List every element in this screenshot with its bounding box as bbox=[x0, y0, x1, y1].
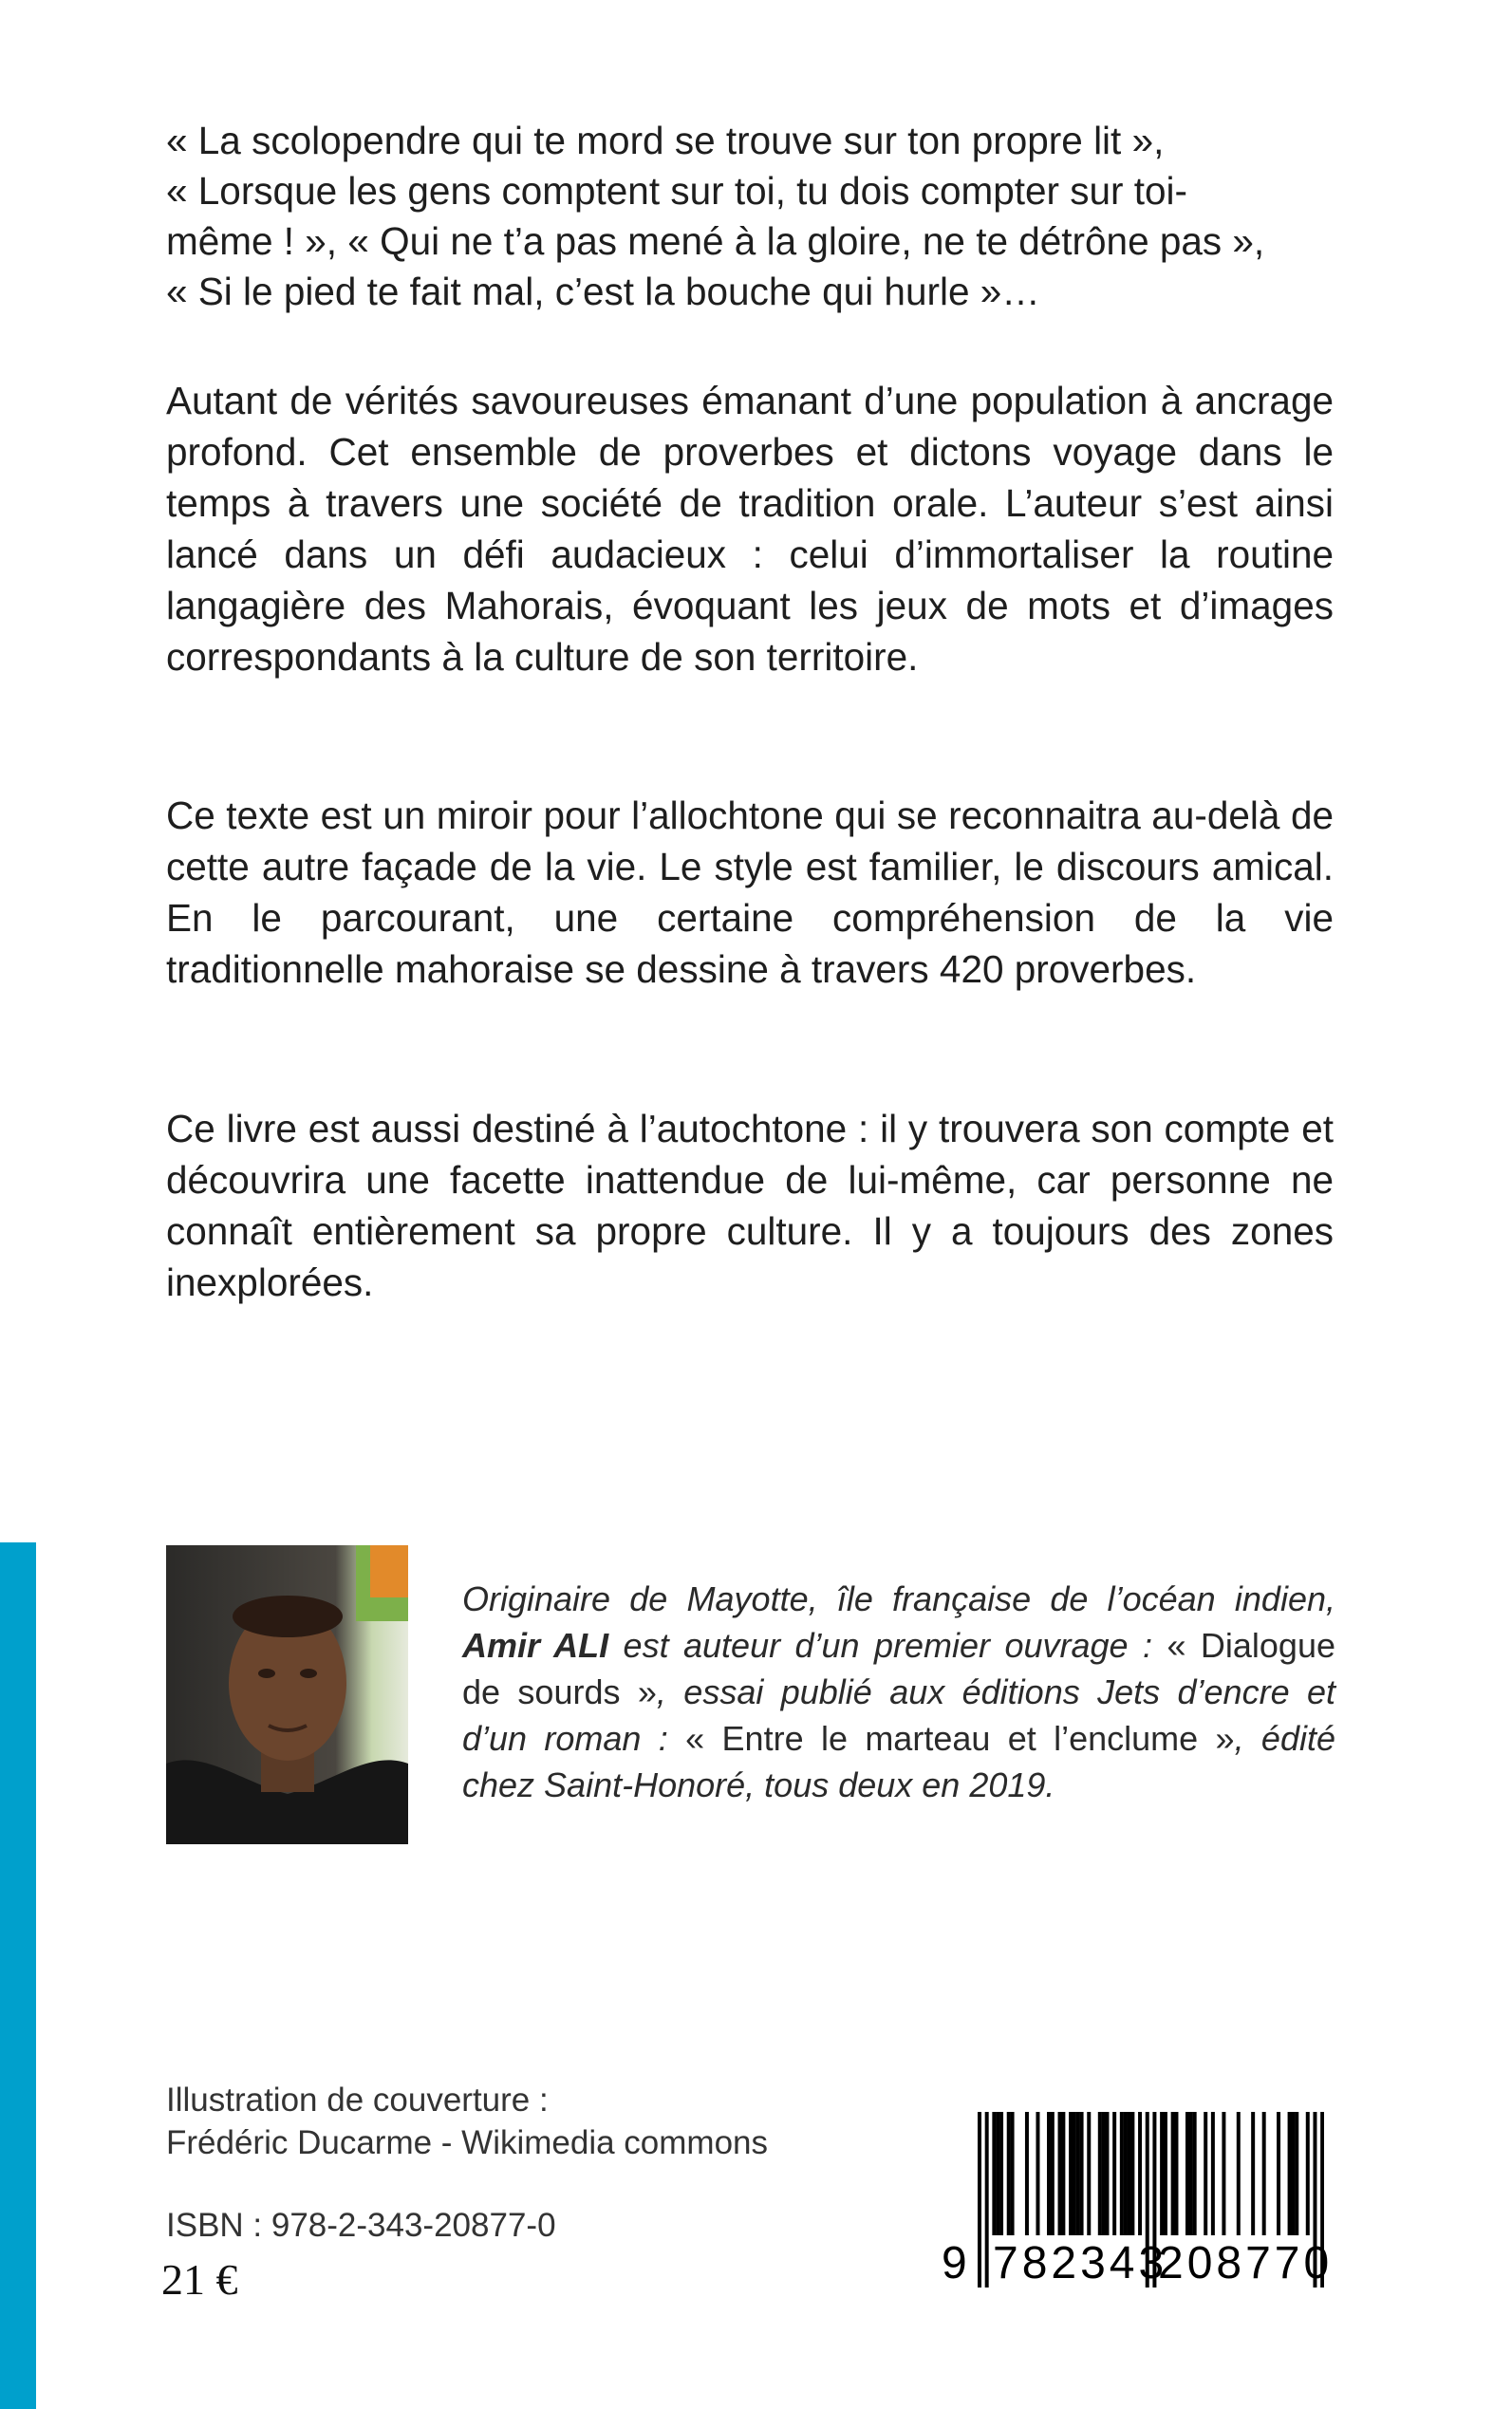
side-accent-strip bbox=[0, 1542, 36, 2409]
barcode-bar bbox=[1295, 2112, 1298, 2235]
barcode-bar bbox=[1171, 2112, 1175, 2235]
bio-text-part1: est auteur d’un premier ouvrage : bbox=[608, 1626, 1167, 1665]
barcode-right-group: 208770 bbox=[1158, 2238, 1334, 2288]
barcode-bar bbox=[1061, 2112, 1065, 2235]
isbn-number: ISBN : 978-2-343-20877-0 bbox=[166, 2207, 556, 2244]
barcode-bar bbox=[1277, 2112, 1280, 2235]
credits-label: Illustration de couverture : bbox=[166, 2082, 549, 2119]
bio-text-part3: , édité chez Saint-Honoré, tous deux en 2019. bbox=[462, 1719, 1335, 1804]
barcode-bar bbox=[1130, 2112, 1134, 2235]
barcode-first-digit: 9 bbox=[942, 2238, 967, 2288]
author-photo bbox=[166, 1545, 408, 1844]
author-biography bbox=[462, 1576, 1335, 1808]
barcode-bar bbox=[1007, 2112, 1011, 2235]
paragraph-text: Ce livre est aussi destiné à l’autochtone : il y trouvera son compte et découvrira une facette inattendue de lui-même, car personne ne connaît entièrement sa propre culture. Il y a toujours des zones inexplorées. bbox=[166, 1107, 1334, 1304]
barcode-bar bbox=[1251, 2112, 1255, 2235]
barcode-bar bbox=[1102, 2112, 1106, 2235]
barcode-bar bbox=[1098, 2112, 1102, 2235]
barcode-bar bbox=[1138, 2112, 1142, 2235]
barcode-bar bbox=[1080, 2112, 1084, 2235]
credits-source: Frédéric Ducarme - Wikimedia commons bbox=[166, 2124, 769, 2161]
barcode-bar bbox=[1189, 2112, 1193, 2235]
barcode-bar bbox=[1051, 2112, 1055, 2235]
barcode-left-group: 782343 bbox=[993, 2238, 1168, 2288]
barcode-bar bbox=[1076, 2112, 1080, 2235]
barcode-bar bbox=[1025, 2112, 1029, 2235]
description-paragraph-3 bbox=[166, 1103, 1334, 1308]
barcode-bar bbox=[1193, 2112, 1197, 2235]
bio-title-1: « Dialogue de sourds » bbox=[462, 1626, 1335, 1711]
description-paragraph-1 bbox=[166, 375, 1334, 682]
paragraph-text: Autant de vérités savoureuses émanant d’une population à ancrage profond. Cet ensemble de proverbes et dictons voyage dans le temps à travers une société de tradition orale. L’auteur s’est ainsi lancé dans un défi audacieux : celui d’immortaliser la routine langagière des Mahorais, évoquant les jeux de mots et d’images correspondants à la culture de son territoire. bbox=[166, 379, 1334, 679]
barcode-bar bbox=[992, 2112, 996, 2235]
bio-intro: Originaire de Mayotte, île française de l’océan indien, bbox=[462, 1579, 1335, 1618]
barcode-bar bbox=[1069, 2112, 1073, 2235]
barcode-bar bbox=[1105, 2112, 1109, 2235]
barcode-bar bbox=[1036, 2112, 1039, 2235]
barcode-bar bbox=[1073, 2112, 1076, 2235]
barcode-bar bbox=[1204, 2112, 1207, 2235]
proverbs-quote-block bbox=[166, 116, 1334, 317]
barcode-bar bbox=[1164, 2112, 1167, 2235]
cover-illustration-credits bbox=[166, 2079, 768, 2164]
barcode-bar bbox=[1288, 2112, 1292, 2235]
description-paragraph-2 bbox=[166, 790, 1334, 995]
barcode-bar bbox=[1185, 2112, 1189, 2235]
quote-line: même ! », « Qui ne t’a pas mené à la gloire, ne te détrône pas », bbox=[166, 219, 1265, 263]
barcode-bar bbox=[1174, 2112, 1178, 2235]
quote-line: « La scolopendre qui te mord se trouve sur ton propre lit », bbox=[166, 119, 1165, 162]
barcode-digits bbox=[940, 2237, 1334, 2300]
barcode-bar bbox=[1112, 2112, 1116, 2235]
barcode-bar bbox=[1120, 2112, 1124, 2235]
paragraph-text: Ce texte est un miroir pour l’allochtone qui se reconnaitra au-delà de cette autre façade de la vie. Le style est familier, le discours amical. En le parcourant, une certaine compréhension de la vie traditionnelle mahoraise se dessine à travers 420 proverbes. bbox=[166, 794, 1334, 991]
barcode-bar bbox=[1262, 2112, 1266, 2235]
barcode-bar bbox=[996, 2112, 999, 2235]
barcode-bar bbox=[1047, 2112, 1051, 2235]
barcode-bar bbox=[1124, 2112, 1128, 2235]
book-price: 21 € bbox=[161, 2255, 238, 2304]
barcode-bar bbox=[1237, 2112, 1241, 2235]
author-name: Amir ALI bbox=[462, 1626, 609, 1665]
quote-line: « Lorsque les gens comptent sur toi, tu dois compter sur toi- bbox=[166, 169, 1188, 213]
bio-text-part2: , essai publié aux éditions Jets d’encre et d’un roman : bbox=[462, 1672, 1336, 1758]
barcode-bar bbox=[1222, 2112, 1225, 2235]
author-portrait-icon bbox=[166, 1545, 408, 1844]
barcode-bar bbox=[1058, 2112, 1062, 2235]
quote-line: « Si le pied te fait mal, c’est la bouche qui hurle »… bbox=[166, 270, 1040, 313]
barcode-bar bbox=[1306, 2112, 1310, 2235]
barcode-bar bbox=[1160, 2112, 1164, 2235]
bio-title-2: « Entre le marteau et l’enclume » bbox=[685, 1719, 1235, 1758]
barcode-bar bbox=[999, 2112, 1003, 2235]
isbn-barcode bbox=[940, 2112, 1334, 2302]
barcode-bar bbox=[1211, 2112, 1215, 2235]
barcode-bar bbox=[1087, 2112, 1091, 2235]
barcode-bar bbox=[1291, 2112, 1295, 2235]
barcode-bar bbox=[1128, 2112, 1131, 2235]
barcode-bar bbox=[1011, 2112, 1015, 2235]
